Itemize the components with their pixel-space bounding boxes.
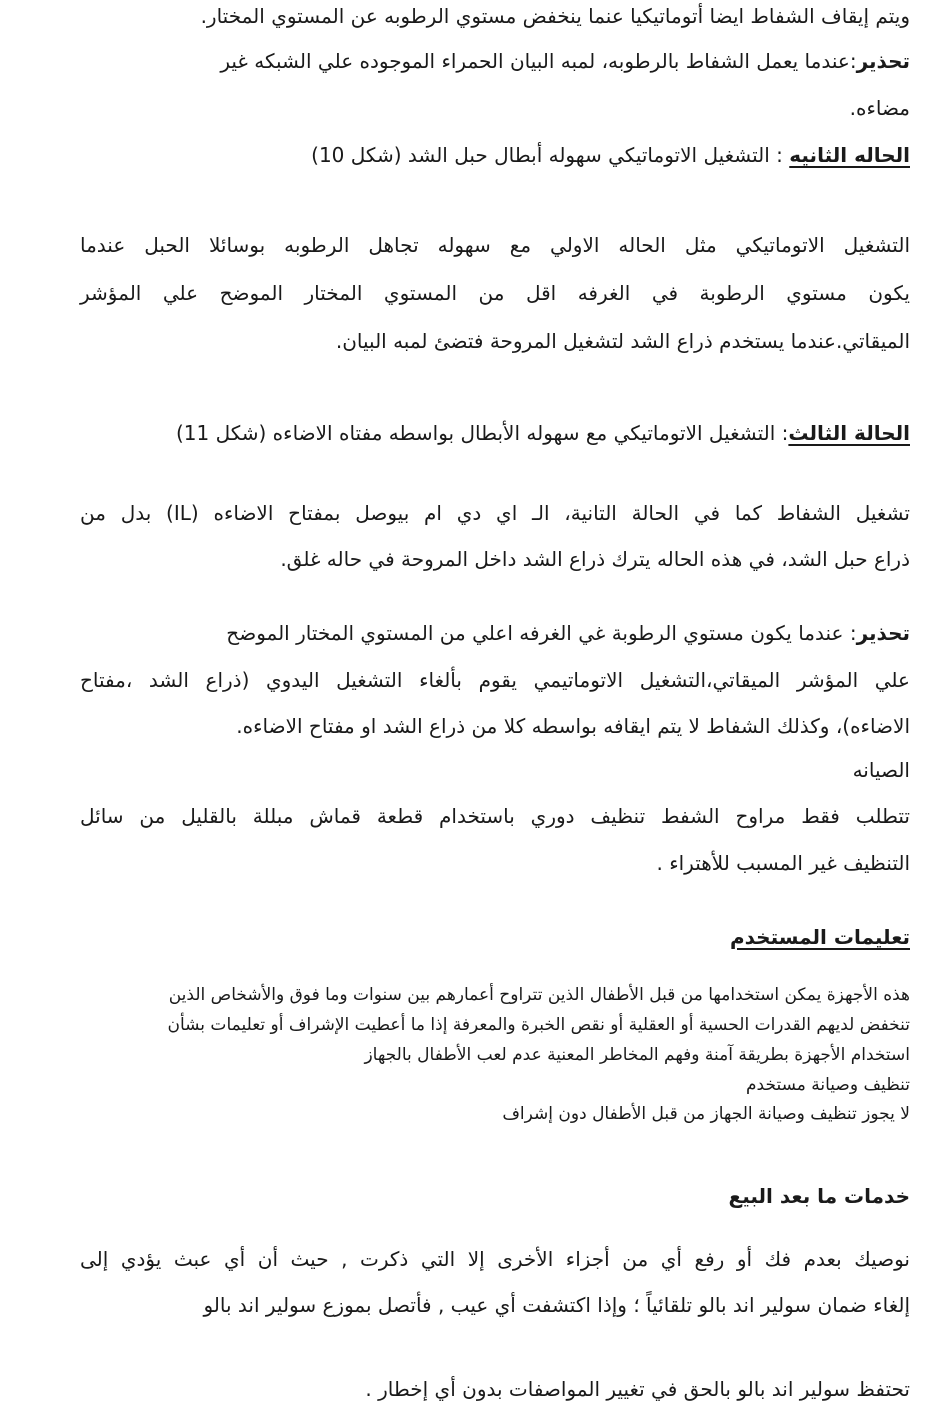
after-sales-line-2: إلغاء ضمان سولير اند بالو تلقائياً ؛ وإذا اكتشفت أي عيب , فأتصل بموزع سولير اند بالو — [203, 1293, 910, 1317]
case-3-title-line — [80, 420, 910, 446]
case-3-heading: الحالة الثالث — [788, 421, 910, 445]
case-3-line-1: تشغيل الشفاط كما في الحالة التانية، الـ اي دي ام بيوصل بمفتاح الاضاءه (IL) بدل من — [80, 501, 910, 525]
warning-1-label: تحذير — [856, 49, 910, 73]
case-3-line-2: ذراع حبل الشد، في هذه الحاله يترك ذراع الشد داخل المروحة في حاله غلق. — [280, 547, 910, 571]
warning-2-text: : عندما يكون مستوي الرطوبة غي الغرفه اعلي من المستوي المختار الموضح — [226, 621, 857, 645]
user-instructions-line-2: تنخفض لديهم القدرات الحسية أو العقلية أو نقص الخبرة والمعرفة إذا ما أعطيت الإشراف أو تعليمات بشأن — [167, 1015, 910, 1035]
warning-1-line-2: مضاءه. — [849, 96, 910, 120]
case-2-heading: الحاله الثانيه — [789, 143, 910, 167]
user-instructions-heading: تعليمات المستخدم — [729, 925, 910, 949]
user-instructions-line-1: هذه الأجهزة يمكن استخدامها من قبل الأطفال الذين تتراوح أعمارهم بين سنوات وما فوق والأشخاص الذين — [168, 985, 910, 1005]
warning-2-line-1 — [80, 620, 910, 646]
after-sales-heading: خدمات ما بعد البيع — [728, 1184, 910, 1208]
case-2-line-2: يكون مستوي الرطوبة في الغرفه اقل من المستوي المختار الموضح علي المؤشر — [80, 281, 910, 305]
warning-2-line-2: علي المؤشر الميقاتي،التشغيل الاتوماتيمي يقوم بألغاء التشغيل اليدوي (ذراع الشد ،مفتاح — [80, 668, 910, 692]
warning-2-label: تحذير — [856, 621, 910, 645]
warning-1-text: :عندما يعمل الشفاط بالرطوبه، لمبه البيان الحمراء الموجوده علي الشبكه غير — [220, 49, 857, 73]
warning-2-line-3: الاضاءه)، وكذلك الشفاط لا يتم ايقافه بواسطه كلا من ذراع الشد او مفتاح الاضاءه. — [236, 714, 910, 738]
intro-line: ويتم إيقاف الشفاط ايضا أتوماتيكيا عنما ينخفض مستوي الرطوبه عن المستوي المختار. — [200, 4, 910, 28]
maintenance-line-2: التنظيف غير المسبب للأهتراء . — [656, 851, 910, 875]
maintenance-line-1: تتطلب فقط مراوح الشفط تنظيف دوري باستخدام قطعة قماش مبللة بالقليل من سائل — [80, 804, 910, 828]
warning-1-line-1 — [80, 48, 910, 74]
after-sales-line-3: تحتفظ سولير اند بالو بالحق في تغيير المواصفات بدون أي إخطار . — [365, 1377, 910, 1401]
after-sales-line-1: نوصيك بعدم فك أو رفع أي من أجزاء الأخرى إلا التي ذكرت , حيث أن أي عبث يؤدي إلى — [80, 1247, 910, 1271]
case-2-title-line — [80, 142, 910, 168]
case-2-line-3: الميقاتي.عندما يستخدم ذراع الشد لتشغيل المروحة فتضئ لمبه البيان. — [335, 329, 910, 353]
case-2-line-1: التشغيل الاتوماتيكي مثل الحاله الاولي مع سهوله تجاهل الرطوبه بوسائلا الحبل عندما — [80, 233, 910, 257]
case-3-title: : التشغيل الاتوماتيكي مع سهوله الأبطال بواسطه مفتاه الاضاءه (شكل 11) — [175, 421, 789, 445]
maintenance-heading: الصيانه — [852, 758, 910, 782]
case-2-title: : التشغيل الاتوماتيكي سهوله أبطال حبل الشد (شكل 10) — [311, 143, 790, 167]
user-instructions-line-4: تنظيف وصيانة مستخدم — [746, 1075, 910, 1095]
user-instructions-line-3: استخدام الأجهزة بطريقة آمنة وفهم المخاطر المعنية عدم لعب الأطفال بالجهاز — [364, 1045, 910, 1065]
user-instructions-line-5: لا يجوز تنظيف وصيانة الجهاز من قبل الأطفال دون إشراف — [502, 1104, 910, 1124]
